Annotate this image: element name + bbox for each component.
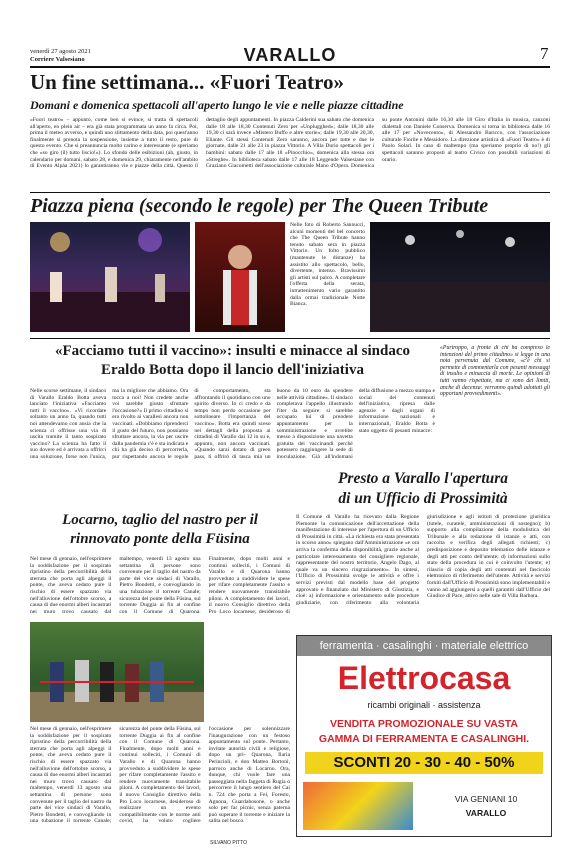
article3-title-line2: Eraldo Botta dopo il lancio dell'iniziativa: [101, 362, 364, 378]
article1-title: Un fine settimana... «Fuori Teatro»: [30, 70, 345, 94]
advert-promo2: GAMMA DI FERRAMENTA E CASALINGHI.: [318, 733, 530, 745]
article5-title-line2: rinnovato ponte della Füsina: [70, 531, 250, 547]
article3-quote: «Purtroppo, a fronte di chi ha compreso le intenzioni del primo cittadino» si legge in una nota pervenuta dal Comune, «c'è chi si permette di commentarla con pesanti messaggi di insulto e minaccia di morte. Le opinioni di tutti vanno rispettate, ma ci sono dei limiti, anche di decenza: verranno quindi adottati gli opportuni provvedimenti».: [440, 345, 550, 398]
header-date: venerdì 27 agosto 2021: [30, 48, 91, 55]
article4-title-line2: di un Ufficio di Prossimità: [338, 490, 508, 507]
crowd-graphic: [370, 222, 550, 332]
article2-title: Piazza piena (secondo le regole) per The Queen Tribute: [30, 195, 489, 217]
advert-city: VARALLO: [465, 808, 507, 818]
advert-brand: Elettrocasa: [337, 660, 511, 696]
advert-line1: ferramenta · casalinghi · materiale elettrico: [297, 636, 551, 656]
advert-discounts: SCONTI 20 - 30 - 40 - 50%: [305, 752, 543, 774]
section-title: VARALLO: [243, 45, 337, 65]
header-meta: [30, 48, 91, 64]
advert-address: VIA GENIANI 10: [454, 794, 518, 804]
article5-body-top: Nel mese di gennaio, nell'esprimere la soddisfazione per il sospirato ripristino della percorribilità della sterrata che porta agli alpeggi il ponte, che aveva ceduto pure il rischio di essere spazzato via nell'alluvione dell'ottobre scorso, a causa di due enormi alberi incastrati nei muro trovo causato dal maltempo, venerdì 13 agosto una settantina di persone sono convenute per il taglio del nastro da parte dei vice sindaci di Varallo, Pietro Bondetti, e convogliando in una tubazione il torrente Canale; sicurezza del ponte della Füsina, sul torrente Duggia ai fin al confine con il Comune di Quarona. Finalmente, dopo molti anni e continui solleciti, i Comuni di Varallo e di Quarona hanno provveduto a suddividere le spese per rifare completamente l'assito e rendere nuovamente transitabile piloni. A completamento dei lavori, il nuovo Consiglio direttivo della Pro Loco locarnese, desideroso di: [30, 556, 290, 615]
ribbon-cutting-photo: [30, 622, 204, 722]
header-rule: [30, 66, 550, 68]
elettrocasa-advert: [296, 635, 552, 837]
concert-photo-2: [195, 222, 285, 332]
advert-promo1: VENDITA PROMOZIONALE SU VASTA: [329, 718, 519, 730]
article5-body: Nel mese di gennaio, nell'esprimere la soddisfazione per il sospirato ripristino della percorribilità della sterrata che porta agli alpeggi il ponte, che aveva ceduto pure il rischio di essere spazzato via nell'alluvione dell'ottobre scorso, a causa di due enormi alberi incastrati nei muro trovo causato dal maltempo, venerdì 13 agosto una settantina di persone sono convenute per il taglio del nastro da parte dei vice sindaci di Varallo, Pietro Bondetti, e convogliando in una tubazione il torrente Canale; sicurezza del ponte della Füsina, sul torrente Duggia ai fin al confine con il Comune di Quarona. Finalmente, dopo molti anni e continui solleciti, i Comuni di Varallo e di Quarona hanno provveduto a suddividere le spese per rifare completamente l'assito e rendere nuovamente transitabile piloni. A completamento dei lavori, il nuovo Consiglio direttivo della Pro Loco locarnese, desideroso di realizzare un evento compatibilmente con le norme anti covid, ha voluto cogliere l'occasione per solennizzare l'inaugurazione con un festoso appuntamento sul ponte. Pertanto, invitate autorità civili e religiose, dopo un pri- Quarona, Ilaria Perincioli, e don Matteo Bortoni, parroco anche di Locarno. Ora, dunque, chi vuole fare una passeggiata nella faggeta di Rugia o percorrere il lungo sentiero del Cai n. 724 che porta a Fei, Foresto, Agnona, Guardabosone, o anche solo per far picnic, senza paterna può superare il torrente e iniziare la salita nel bosco.: [30, 726, 290, 825]
article4-body: Il Comune di Varallo ha ricevuto dalla Regione Piemonte la comunicazione dell'accettazione della manifestazione di interesse per l'apertura di un Ufficio di Prossimità in città. «La richiesta era stata presentata in scorso anno» spiegano dall'Amministrazione «e ora arriva la conferma della disponibilità, grazie anche al particolare interessamento del consigliere regionale, rappresentante del nostro territorio, Angelo Dago, al quale va un sincero ringraziamento». In sintesi, l'Ufficio di Prossimità svolge le attività e offre i servizi previsti dal modello base del progetto approvato e finanziato dal Ministero di Giustizia, e cioè: a) informazione e orientamento sulle procedure giudiziarie, con riferimento alla volontaria giurisdizione e agli istituti di protezione giuridica (tutele, curatele, amministrazioni di sostegno); b) supporto alla compilazione della modulistica del Tribunale e alla redazione di istanze e atti, con raccolta e verifica degli allegati richiesti; c) predisposizione e deposito telematico delle istanze e degli atti per conto dell'utente; d) informazioni sullo stato della procedura in cui è coinvolto l'utente; e) rilascio di copia degli atti contenuti nel fascicolo elettronico di riferimento dell'utente. Attività e servizi forniti dall'Ufficio di Prossimità sono implementabili e vanno ad aggiungersi a quelli garantiti dall'Ufficio del Giudice di Pace, attivo nelle sale di Villa Barbara.: [296, 514, 550, 606]
concert-photo-1: [30, 222, 190, 332]
concert-stage-graphic: [30, 222, 190, 332]
article1-subtitle: Domani e domenica spettacoli all'aperto lungo le vie e nelle piazze cittadine: [30, 98, 404, 112]
article5-title-line1: Locarno, taglio del nastro per il: [62, 512, 258, 528]
article3-title-line1: «Facciamo tutti il vaccino»: insulti e minacce al sindaco: [55, 343, 410, 359]
advert-line2: ricambi originali · assistenza: [367, 700, 481, 710]
page-number: 7: [540, 44, 549, 63]
article4-title-line1: Presto a Varallo l'apertura: [337, 470, 509, 487]
singer-graphic: [195, 222, 285, 332]
advert-products-image: [303, 782, 413, 830]
signature: SILVANO PITTO: [210, 840, 247, 846]
article1-body: «Fuori teatro» – appunto, come ben si evince, si tratta di spettacoli all'aperto, en plein air – era già stata programmata un anno fa circa. Poi, prima il meteo avverso, e quindi uno slittamento della data, poi quest'anno finalmente si prenota la sospensione, insieme a tutto il resto, pure di questo evento. Che si preannuncia molto carino e interessante (e speriamo che «so giro (il) tutto liscio!»). Lo sfondo delle esibizioni (ah, giusto, in calendario per domani, sabato 28, e domenica 29, chiaramente nell'ambito di Evento Alpàa 2021) lo garantiranno vie e piazze della città. Questo il dettaglio degli appuntamenti. In piazza Calderini sua sabato che domenica dalle 18 alle 18,30 Contenuti Zero per «Unplugghed»; dalle 18,30 alle 19,30 ci sarà invece «Mistero Buffo e altre storie»; dalle 19,30 alle 20,30, Eliante. Gli stessi Contenuti Zero saranno, ancora per tutte e due le giornate, dalle 21 alle 23 in piazza Vittorio. A Villa Durio spettacoli per i bambini: sabato dalle 17 alle 18 «Pinocchio», domenica alla stessa ora «Streghe». In biblioteca sabato dalle 17 alle 18 Leggende Valsesiane con Graziano Giacometti dell'associazione culturale Mano d'Opera. Domenica su ponte Antonini dalle 16,30 alle 18 Giro d'Italia in musica, canzoni dialettali con Daniele Conserva. Domenica si torna in biblioteca dalle 16 alle 17 per «Novecento», di Alessandro Baricco, con l'associazione culturale Fiorile e Messidoro. La direzione artistica di «Fuori Teatro» è di Paolo Solari. In caso di maltempo (ma speriamo proprio di no!) gli spettacoli saranno proposti al teatro Civico con possibili variazioni di orario.: [30, 117, 550, 170]
header-paper: Corriere Valsesiano: [30, 56, 85, 63]
people-graphic: [30, 622, 204, 722]
article3-body: Nelle scorse settimane, il sindaco di Varallo Eraldo Botta aveva lanciato l'iniziativa «Facciamo tutti il vaccino». «Vi ricordate soltanto un anno fa, quando tutti noi attendevamo con ansia che la scienza ci offrisse una via di uscita tramite il tanto sospirato vaccino? La scienza ha fatto il suo dovere ed è arrivata a offrirci una soluzione, forse non l'unica, ma la migliore che abbiamo. Ora tocca a noi! Non credete anche voi sarebbe giusto sfruttare l'occasione?» Il primo cittadino si era rivolto ai varallesi ancora non vaccinati. «Dobbiamo riprenderci il gusto del futuro, non possiamo sfruttare ancora, la via per uscire dalla pandemia c'è e sta indicata e chi ha già deciso di percorrerla, pur rispettando ancora le regole di comportamento, sta affrontando il quotidiano con uno spirito diverso. Io ci credo e da tempo non perdo occasione per sottolineare l'importanza del vaccino». Botta era quindi sceso nei dettagli della proposta ai cittadini di Varallo dai 12 in su e, appunto, non ancora vaccinati. «Quando sarai dotato di green pass, ti offrirò di tasca mia un buono da 10 euro da spendere nelle attività cittadine». Il sindaco completava l'appello illustrando l'iter da seguire: si sarebbe occupato lui di prendere appuntamento per la somministrazione e avrebbe messo a disposizione una navetta gratuita dei vaccinandi perché potessero raggiungere la sede di inoculazione. Già all'indomani della diffusione a mezzo stampa e social dei contenuti dell'iniziativa, ripresa dalle agenzie e dagli organi di informazione nazionali e internazionali, Eraldo Botta è stato oggetto di pesanti minacce:: [30, 388, 435, 460]
article2-body: Nelle foto di Roberto Sannucci, alcuni momenti del bel concerto che The Queen Tribute hanno tenuto sabato sera in piazza Vittorio. Un folto pubblico (mantenute le distanze) ha assistito allo spettacolo, bello, divertente, intenso. Bravissimi gli artisti sul palco. A completare l'offerta della serata, intrattenimento vario garantito dalla ormai tradizionale Notte Bianca.: [290, 222, 365, 308]
divider: [30, 192, 550, 193]
divider: [30, 338, 550, 339]
concert-photo-3: [370, 222, 550, 332]
